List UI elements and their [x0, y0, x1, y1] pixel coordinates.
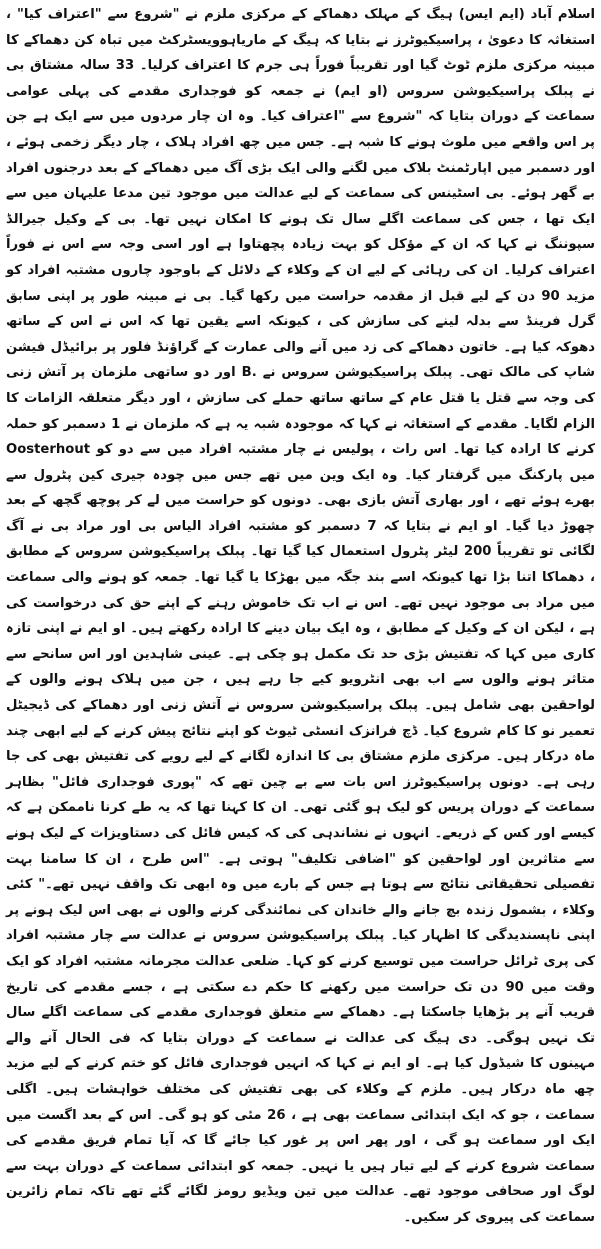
article-body: اسلام آباد (ایم ایس) ہیگ کے مہلک دھماکے کے مرکزی ملزم نے "شروع سے "اعتراف کیا" ، استغاثہ کا دعویٰ ، پراسیکیوٹرز نے بتایا کہ ہیگ کے ماریاہوویسٹرکٹ میں تباہ کن دھماکے کا مبینہ مرکزی ملزم ٹوٹ گیا اور تقریباً فوراً ہی جرم کا اعتراف کرلیا۔ 33 سالہ مشتاق بی نے پبلک پراسیکیوشن سروس (او ایم) نے جمعہ کو فوجداری مقدمے کی پہلی عوامی سماعت کے دوران بتایا کہ "شروع سے "اعتراف کیا۔ وہ ان چار مردوں میں سے ایک ہے جن پر اس واقعے میں ملوث ہونے کا شبہ ہے۔ جس میں چھ افراد ہلاک ، چار دیگر زخمی ہوئے ، اور دسمبر میں اپارٹمنٹ بلاک میں لگنے والی ایک بڑی آگ میں دھماکے کے بعد درجنوں افراد بے گھر ہوئے۔ بی اسٹینس کی سماعت کے لیے عدالت میں موجود تین مدعا علیہان میں سے ایک تھا ، جس کی سماعت اگلے سال تک ہونے کا امکان نہیں تھا۔ بی کے وکیل جیرالڈ سپوننگ نے کہا کہ ان کے مؤکل کو بہت زیادہ پچھتاوا ہے اور اسی وجہ سے اس نے فوراً اعتراف کرلیا۔ ان کی رہائی کے لیے ان کے وکلاء کے دلائل کے باوجود چاروں مشتبہ افراد کو مزید 90 دن کے لیے قبل از مقدمہ حراست میں رکھا گیا۔ بی نے مبینہ طور پر اپنی سابق گرل فرینڈ سے بدلہ لینے کی سازش کی ، کیونکہ اسے یقین تھا کہ اس نے اس کے ساتھ دھوکہ کیا ہے۔ خاتون دھماکے کی زد میں آنے والی عمارت کے گراؤنڈ فلور پر برائیڈل فیشن شاپ کی مالک تھی۔ پبلک پراسیکیوشن سروس نے .B اور دو ساتھی ملزمان پر آتش زنی کی وجہ سے قتل یا قتل عام کے ساتھ ساتھ حملے کی سازش ، اور دیگر متعلقہ الزامات کا الزام لگایا۔ مقدمے کے استغاثہ نے کہا کہ موجودہ شبہ یہ ہے کہ ملزمان نے 1 دسمبر کو حملہ کرنے کا ارادہ کیا تھا۔ اس رات ، پولیس نے چار مشتبہ افراد میں سے دو کو Oosterhout میں پارکنگ میں گرفتار کیا۔ وہ ایک وین میں تھے جس میں چودہ جیری کین پٹرول سے بھرے ہوئے تھے ، اور بھاری آتش بازی بھی۔ دونوں کو حراست میں لے کر پوچھ گچھ کے بعد چھوڑ دیا گیا۔ او ایم نے بتایا کہ 7 دسمبر کو مشتبہ افراد الیاس بی اور مراد بی نے آگ لگائی تو تقریباً 200 لیٹر پٹرول استعمال کیا گیا تھا۔ پبلک پراسیکیوشن سروس کے مطابق ، دھماکا اتنا بڑا تھا کیونکہ اسے بند جگہ میں بھڑکا یا گیا تھا۔ جمعہ کو ہونے والی سماعت میں مراد بی موجود نہیں تھے۔ اس نے اب تک خاموش رہنے کے اپنے حق کی درخواست کی ہے ، لیکن ان کے وکیل کے مطابق ، وہ ایک بیان دینے کا ارادہ رکھتے ہیں۔ او ایم نے اپنی تازہ کاری میں کہا کہ تفتیش بڑی حد تک مکمل ہو چکی ہے۔ عینی شاہدین اور اس سانحے سے متاثر ہونے والوں سے اب بھی انٹرویو کیے جا رہے ہیں ، جن میں ہلاک ہونے والوں کے لواحقین بھی شامل ہیں۔ پبلک پراسیکیوشن سروس نے آتش زنی اور دھماکے کی ڈیجیٹل تعمیر نو کا کام شروع کیا۔ ڈچ فرانزک انسٹی ٹیوٹ کو اپنے نتائج پیش کرنے کے لیے ابھی چند ماہ درکار ہیں۔ مرکزی ملزم مشتاق بی کا اندازہ لگانے کے لیے رویے کی تفتیش بھی کی جا رہی ہے۔ دونوں پراسیکیوٹرز اس بات سے بے چین تھے کہ "پوری فوجداری فائل" بظاہر سماعت کے دوران پریس کو لیک ہو گئی تھی۔ ان کا کہنا تھا کہ یہ طے کرنا ناممکن ہے کہ کیسے اور کس کے ذریعے۔ انہوں نے نشاندہی کی کہ کیس فائل کی دستاویزات کے لیک ہونے سے متاثرین اور لواحقین کو "اضافی تکلیف" ہوتی ہے۔ "اس طرح ، ان کا سامنا بہت تفصیلی تحقیقاتی نتائج سے ہوتا ہے جس کے بارے میں وہ ابھی تک واقف نہیں تھے۔" کئی وکلاء ، بشمول زندہ بچ جانے والے خاندان کی نمائندگی کرنے والوں نے بھی اس لیک ہونے پر اپنی ناپسندیدگی کا اظہار کیا۔ پبلک پراسیکیوشن سروس نے عدالت سے چار مشتبہ افراد کی پری ٹرائل حراست میں توسیع کرنے کو کہا۔ ضلعی عدالت مجرمانہ مشتبہ افراد کو ایک وقت میں 90 دن تک حراست میں رکھنے کا حکم دے سکتی ہے ، جسے مقدمے کی تاریخ قریب آنے پر بڑھایا جاسکتا ہے۔ دھماکے سے متعلق فوجداری مقدمے کی سماعت اگلے سال تک نہیں ہوگی۔ دی ہیگ کی عدالت نے سماعت کے دوران بتایا کہ فی الحال آنے والے مہینوں کا شیڈول کیا ہے۔ او ایم نے کہا کہ انہیں فوجداری فائل کو ختم کرنے کے لیے مزید چھ ماہ درکار ہیں۔ ملزم کے وکلاء کی بھی تفتیش کی مختلف خواہشات ہیں۔ اگلی سماعت ، جو کہ ایک ابتدائی سماعت بھی ہے ، 26 مئی کو ہو گی۔ اس کے بعد اگست میں ایک اور سماعت ہو گی ، اور پھر اس پر غور کیا جائے گا کہ آیا تمام فریق مقدمے کی سماعت شروع کرنے کے لیے تیار ہیں یا نہیں۔ جمعہ کو ابتدائی سماعت کے دوران بہت سے لوگ اور صحافی موجود تھے۔ عدالت میں تین ویڈیو رومز لگائے گئے تھے تاکہ تمام زائرین سماعت کی پیروی کر سکیں۔: [6, 7, 596, 1225]
